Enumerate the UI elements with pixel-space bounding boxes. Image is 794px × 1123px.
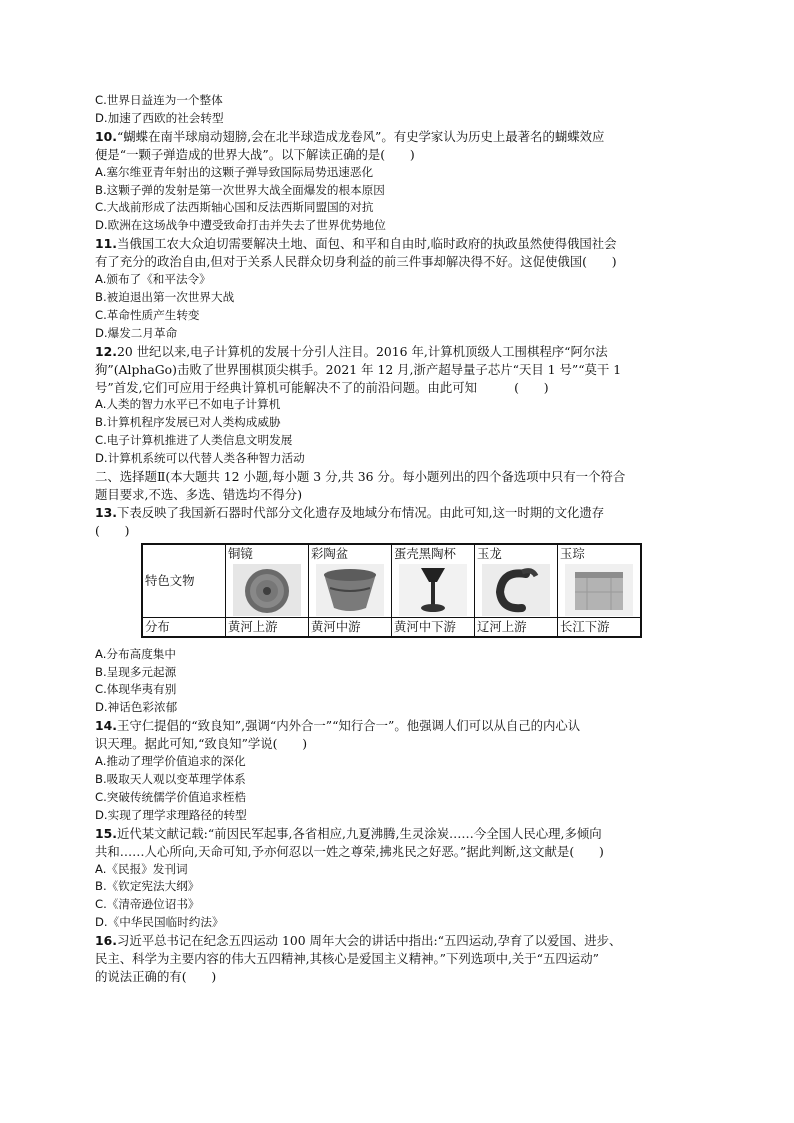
option-d[interactable]: D.欧洲在这场战争中遭受致命打击并失去了世界优势地位: [95, 218, 386, 233]
relic-jade-dragon: [475, 544, 558, 618]
relic-bronze-mirror: [226, 544, 309, 618]
row-label-relics: 特色文物: [142, 544, 226, 618]
question-12-stem-cont2: 号”首发,它们可应用于经典计算机可能解决不了的前沿问题。由此可知 ( ): [95, 379, 549, 395]
option-b[interactable]: B.计算机程序发展已对人类构成威胁: [95, 415, 281, 430]
option-b[interactable]: B.被迫退出第一次世界大战: [95, 289, 235, 304]
option-b[interactable]: B.这颗子弹的发射是第一次世界大战全面爆发的根本原因: [95, 182, 385, 197]
section-2-heading-cont: 题目要求,不选、多选、错选均不得分): [95, 486, 303, 502]
option-c[interactable]: C.《清帝逊位诏书》: [95, 897, 200, 912]
row-label-distribution: 分布: [142, 617, 226, 637]
option-c[interactable]: C.体现华夷有别: [95, 682, 177, 697]
question-text: 当俄国工农大众迫切需要解决土地、面包、和平和自由时,临时政府的执政虽然使得俄国社会: [116, 236, 617, 252]
question-number: 16.: [95, 933, 117, 949]
question-11-stem: [95, 235, 705, 253]
black-pottery-cup-image: [399, 564, 467, 616]
question-15-stem: [95, 825, 705, 843]
relic-name: 蛋壳黑陶杯: [394, 545, 456, 561]
exam-page: [95, 92, 705, 986]
option-a[interactable]: A.塞尔维亚青年射出的这颗子弹导致国际局势迅速恶化: [95, 164, 374, 179]
jade-dragon-image: [482, 564, 550, 616]
option-a[interactable]: A.人类的智力水平已不如电子计算机: [95, 397, 281, 412]
option-d[interactable]: D.计算机系统可以代替人类各种智力活动: [95, 451, 305, 466]
question-10-stem: [95, 128, 705, 146]
question-15-stem-cont: 共和……人心所向,天命可知,予亦何忍以一姓之尊荣,拂兆民之好恶。”据此判断,这文献是( ): [95, 843, 604, 859]
question-13-stem: [95, 504, 705, 522]
bronze-mirror-image: [233, 564, 301, 616]
option-a[interactable]: A.分布高度集中: [95, 646, 176, 661]
question-number: 13.: [95, 504, 117, 520]
option-c[interactable]: C.大战前形成了法西斯轴心国和反法西斯同盟国的对抗: [95, 200, 374, 215]
relic-name: 铜镜: [228, 545, 253, 561]
pottery-basin-image: [316, 564, 384, 616]
option-d-prev: D.加速了西欧的社会转型: [95, 110, 224, 125]
region-cell: 长江下游: [558, 617, 642, 637]
relic-eggshell-black-pottery-cup: [392, 544, 475, 618]
question-11-stem-cont: 有了充分的政治自由,但对于关系人民群众切身利益的前三件事却解决得不好。这促使俄国( ): [95, 254, 617, 270]
option-a[interactable]: A.《民报》发刊词: [95, 861, 188, 876]
question-16-stem-cont: 民主、科学为主要内容的伟大五四精神,其核心是爱国主义精神。”下列选项中,关于“五四运动”: [95, 951, 599, 967]
region-cell: 黄河中游: [309, 617, 392, 637]
question-number: 14.: [95, 718, 117, 734]
jade-cong-image: [565, 564, 633, 616]
question-13-stem-cont: ( ): [95, 522, 130, 538]
question-text: “蝴蝶在南半球扇动翅膀,会在北半球造成龙卷风”。有史学家认为历史上最著名的蝴蝶效应: [116, 128, 605, 144]
question-16-stem-cont2: 的说法正确的有( ): [95, 968, 217, 984]
option-d[interactable]: D.实现了理学求理路径的转型: [95, 807, 247, 822]
question-number: 11.: [95, 236, 117, 252]
question-number: 12.: [95, 343, 117, 359]
question-text: 王守仁提倡的“致良知”,强调“内外合一”“知行合一”。他强调人们可以从自己的内心认: [116, 718, 581, 734]
question-text: 习近平总书记在纪念五四运动 100 周年大会的讲话中指出:“五四运动,孕育了以爱国、进步、: [116, 933, 622, 949]
question-12-stem-cont: 狗”(AlphaGo)击败了世界围棋顶尖棋手。2021 年 12 月,浙产超导量子芯片“天目 1 号”“莫干 1: [95, 361, 622, 377]
option-b[interactable]: B.《钦定宪法大纲》: [95, 879, 200, 894]
option-b[interactable]: B.吸取天人观以变革理学体系: [95, 772, 246, 786]
option-d[interactable]: D.神话色彩浓郁: [95, 700, 178, 715]
option-d[interactable]: D.《中华民国临时约法》: [95, 915, 224, 930]
relic-name: 彩陶盆: [311, 545, 349, 561]
option-d[interactable]: D.爆发二月革命: [95, 325, 178, 340]
option-b[interactable]: B.呈现多元起源: [95, 664, 177, 679]
question-10-stem-cont: 便是“一颗子弹造成的世界大战”。以下解读正确的是( ): [95, 146, 415, 162]
option-c-prev: C.世界日益连为一个整体: [95, 93, 223, 107]
relic-painted-pottery-basin: [309, 544, 392, 618]
question-16-stem: [95, 932, 705, 950]
relics-table: [141, 543, 642, 638]
region-cell: 黄河中下游: [392, 617, 475, 637]
relic-jade-cong: [558, 544, 642, 618]
question-number: 10.: [95, 128, 117, 144]
section-2-heading: 二、选择题Ⅱ(本大题共 12 小题,每小题 3 分,共 36 分。每小题列出的四个备选项中只有一个符合: [95, 469, 626, 485]
question-number: 15.: [95, 825, 117, 841]
question-text: 20 世纪以来,电子计算机的发展十分引人注目。2016 年,计算机顶级人工围棋程序“阿尔法: [116, 343, 608, 359]
region-cell: 黄河上游: [226, 617, 309, 637]
relic-name: 玉琮: [560, 545, 585, 561]
option-a[interactable]: A.颁布了《和平法令》: [95, 272, 211, 287]
option-a[interactable]: A.推动了理学价值追求的深化: [95, 754, 246, 769]
relic-name: 玉龙: [477, 545, 502, 561]
option-c[interactable]: C.电子计算机推进了人类信息文明发展: [95, 433, 293, 448]
question-12-stem: [95, 343, 705, 361]
question-text: 下表反映了我国新石器时代部分文化遗存及地域分布情况。由此可知,这一时期的文化遗存: [116, 504, 605, 520]
question-text: 近代某文献记载:“前因民军起事,各省相应,九夏沸腾,生灵涂炭……今全国人民心理,多倾向: [116, 825, 602, 841]
option-c[interactable]: C.突破传统儒学价值追求桎梏: [95, 789, 246, 804]
question-14-stem: [95, 717, 705, 735]
option-c[interactable]: C.革命性质产生转变: [95, 307, 200, 322]
region-cell: 辽河上游: [475, 617, 558, 637]
question-14-stem-cont: 识天理。据此可知,“致良知”学说( ): [95, 736, 308, 752]
